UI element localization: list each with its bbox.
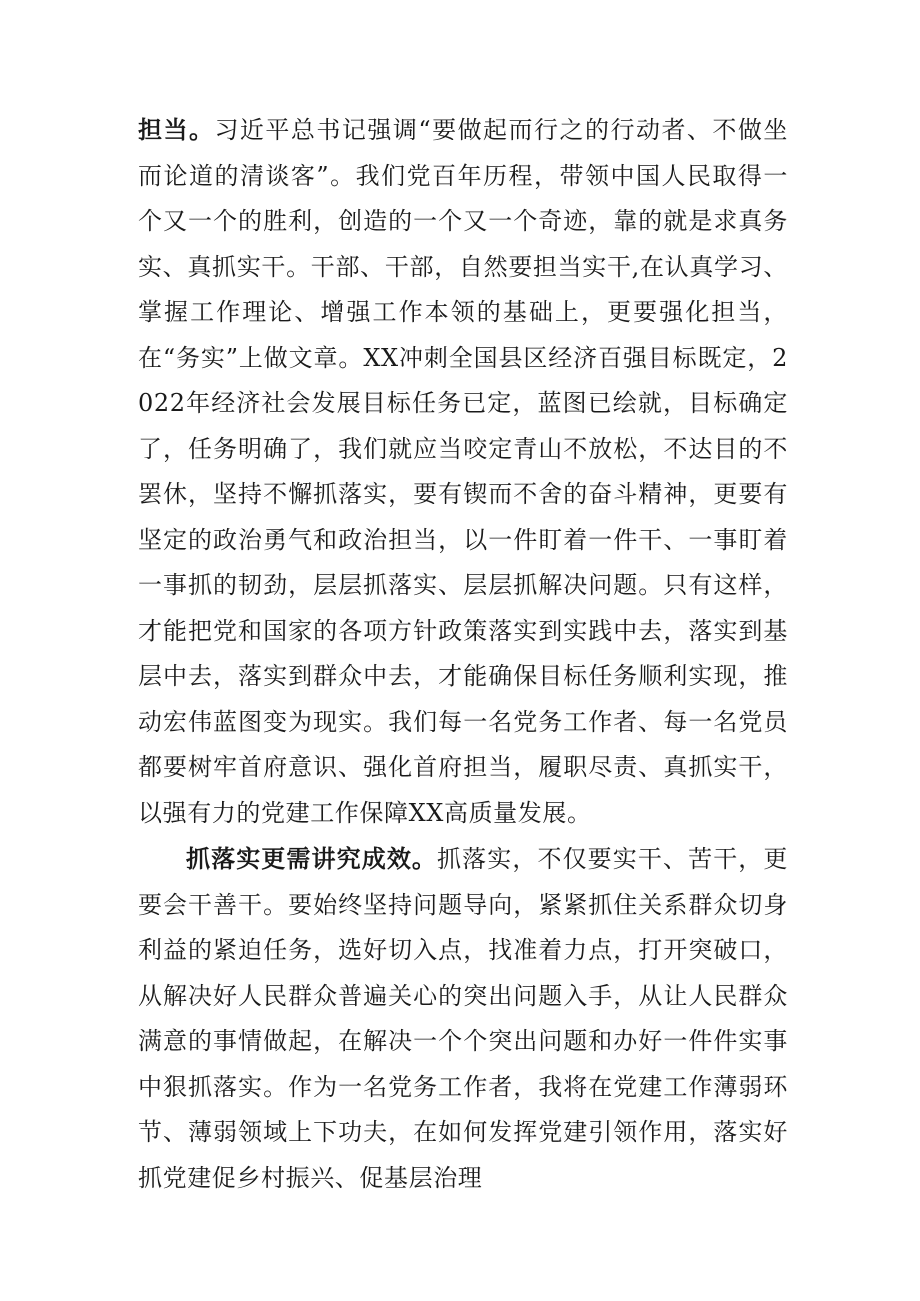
paragraph-2 — [138, 837, 788, 1201]
paragraph-1-lead: 担当。 — [138, 116, 215, 144]
paragraph-1 — [138, 108, 788, 836]
paragraph-2-lead: 抓落实更需讲究成效。 — [186, 845, 438, 873]
paragraph-2-text: 抓落实，不仅要实干、苦干，更要会干善干。要始终坚持问题导向，紧紧抓住关系群众切身利益的紧迫任务，选好切入点，找准着力点，打开突破口，从解决好人民群众普遍关心的突出问题入手，从让人民群众满意的事情做起，在解决一个个突出问题和办好一件件实事中狠抓落实。作为一名党务工作者，我将在党建工作薄弱环节、薄弱领域上下功夫，在如何发挥党建引领作用，落实好抓党建促乡村振兴、促基层治理 — [138, 845, 788, 1192]
paragraph-1-text: 习近平总书记强调“要做起而行之的行动者、不做坐而论道的清谈客”。我们党百年历程，带领中国人民取得一个又一个的胜利，创造的一个又一个奇迹，靠的就是求真务实、真抓实干。干部、干部，自然要担当实干,在认真学习、掌握工作理论、增强工作本领的基础上，更要强化担当，在“务实”上做文章。XX冲刺全国县区经济百强目标既定，2022年经济社会发展目标任务已定，蓝图已绘就，目标确定了，任务明确了，我们就应当咬定青山不放松，不达目的不罢休，坚持不懈抓落实，要有锲而不舍的奋斗精神，更要有坚定的政治勇气和政治担当，以一件盯着一件干、一事盯着一事抓的韧劲，层层抓落实、层层抓解决问题。只有这样，才能把党和国家的各项方针政策落实到实践中去，落实到基层中去，落实到群众中去，才能确保目标任务顺利实现，推动宏伟蓝图变为现实。我们每一名党务工作者、每一名党员都要树牢首府意识、强化首府担当，履职尽责、真抓实干，以强有力的党建工作保障XX高质量发展。 — [138, 116, 788, 827]
document-body — [138, 108, 788, 1201]
